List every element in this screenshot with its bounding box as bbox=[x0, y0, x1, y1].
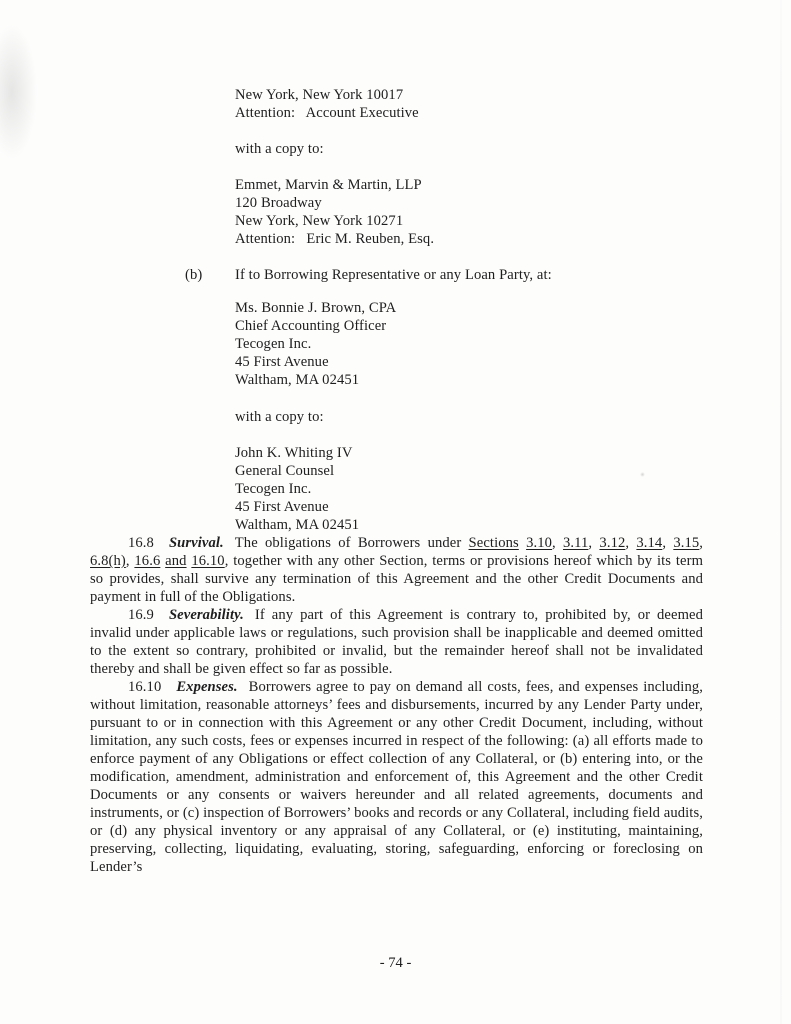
section-number: 16.8 bbox=[128, 535, 154, 551]
section-body: The obligations of Borrowers under Sections 3.10, 3.11, 3.12, 3.14, 3.15, 6.8(h), 16.6 and 16.10, together with any other Section, terms or provisions hereof which by its term so provides, shall survive any termination of this Agreement and the other Credit Documents and payment in full of the Obligations. bbox=[90, 535, 704, 605]
address-line: Attention: Account Executive bbox=[235, 105, 419, 121]
section-title: Survival. bbox=[168, 535, 224, 551]
section-body: If any part of this Agreement is contrary to, prohibited by, or deemed invalid under applicable laws or regulations, such provision shall be inapplicable and deemed omitted to the extent so contrary, prohibited or invalid, but the remainder hereof shall not be invalidated thereby and shall be given effect so far as possible. bbox=[90, 607, 703, 677]
section-number: 16.9 bbox=[128, 607, 154, 623]
address-line: Ms. Bonnie J. Brown, CPA bbox=[235, 300, 397, 316]
item-b-text: If to Borrowing Representative or any Loan Party, at: bbox=[235, 267, 552, 283]
borrower-copy-address-block bbox=[235, 444, 703, 534]
copy-label: with a copy to: bbox=[235, 409, 324, 425]
section-paragraph-16-8 bbox=[90, 534, 703, 606]
section-body: Borrowers agree to pay on demand all costs, fees, and expenses including, without limitation, reasonable attorneys’ fees and disbursements, incurred by any Lender Party under, pursuant to or in connection with this Agreement or any other Credit Document, including, without limitation, any such costs, fees or expenses incurred in respect of the following: (a) all efforts made to enforce payment of any Obligations or effect collection of any Collateral, or (b) entering into, or the modification, amendment, administration and enforcement of, this Agreement and the other Credit Documents or any consents or waivers hereunder and all related agreements, documents and instruments, or (c) inspection of Borrowers’ books and records or any Collateral, including field audits, or (d) any physical inventory or any appraisal of any Collateral, or (e) instituting, maintaining, preserving, collecting, liquidating, evaluating, storing, safeguarding, enforcing or foreclosing on Lender’s bbox=[90, 679, 703, 875]
borrower-address-block bbox=[235, 299, 703, 389]
address-line: 45 First Avenue bbox=[235, 354, 329, 370]
address-line: Emmet, Marvin & Martin, LLP bbox=[235, 177, 422, 193]
address-line: New York, New York 10271 bbox=[235, 213, 404, 229]
item-b-marker: (b) bbox=[185, 267, 203, 283]
address-line: John K. Whiting IV bbox=[235, 445, 353, 461]
lender-copy-address-block bbox=[235, 176, 703, 248]
scan-smudge-artifact bbox=[0, 22, 38, 162]
notice-item-b bbox=[185, 266, 703, 284]
address-line: Waltham, MA 02451 bbox=[235, 372, 360, 388]
address-line: New York, New York 10017 bbox=[235, 87, 404, 103]
section-paragraph-16-10 bbox=[90, 678, 703, 876]
section-paragraph-16-9 bbox=[90, 606, 703, 678]
copy-label: with a copy to: bbox=[235, 141, 324, 157]
address-line: Chief Accounting Officer bbox=[235, 318, 387, 334]
page-number: - 74 - bbox=[379, 955, 412, 971]
address-line: Tecogen Inc. bbox=[235, 481, 312, 497]
address-line: General Counsel bbox=[235, 463, 335, 479]
address-line: Waltham, MA 02451 bbox=[235, 517, 360, 533]
section-title: Expenses. bbox=[176, 679, 238, 695]
address-line: Attention: Eric M. Reuben, Esq. bbox=[235, 231, 435, 247]
address-line: 120 Broadway bbox=[235, 195, 322, 211]
copy-label-a-block bbox=[235, 140, 703, 158]
scan-streak-artifact bbox=[780, 0, 782, 1024]
section-number: 16.10 bbox=[128, 679, 162, 695]
lender-address-tail-block bbox=[235, 86, 703, 122]
copy-label-b-block bbox=[235, 408, 703, 426]
address-line: Tecogen Inc. bbox=[235, 336, 312, 352]
address-line: 45 First Avenue bbox=[235, 499, 329, 515]
page-content bbox=[90, 0, 703, 876]
section-title: Severability. bbox=[168, 607, 244, 623]
